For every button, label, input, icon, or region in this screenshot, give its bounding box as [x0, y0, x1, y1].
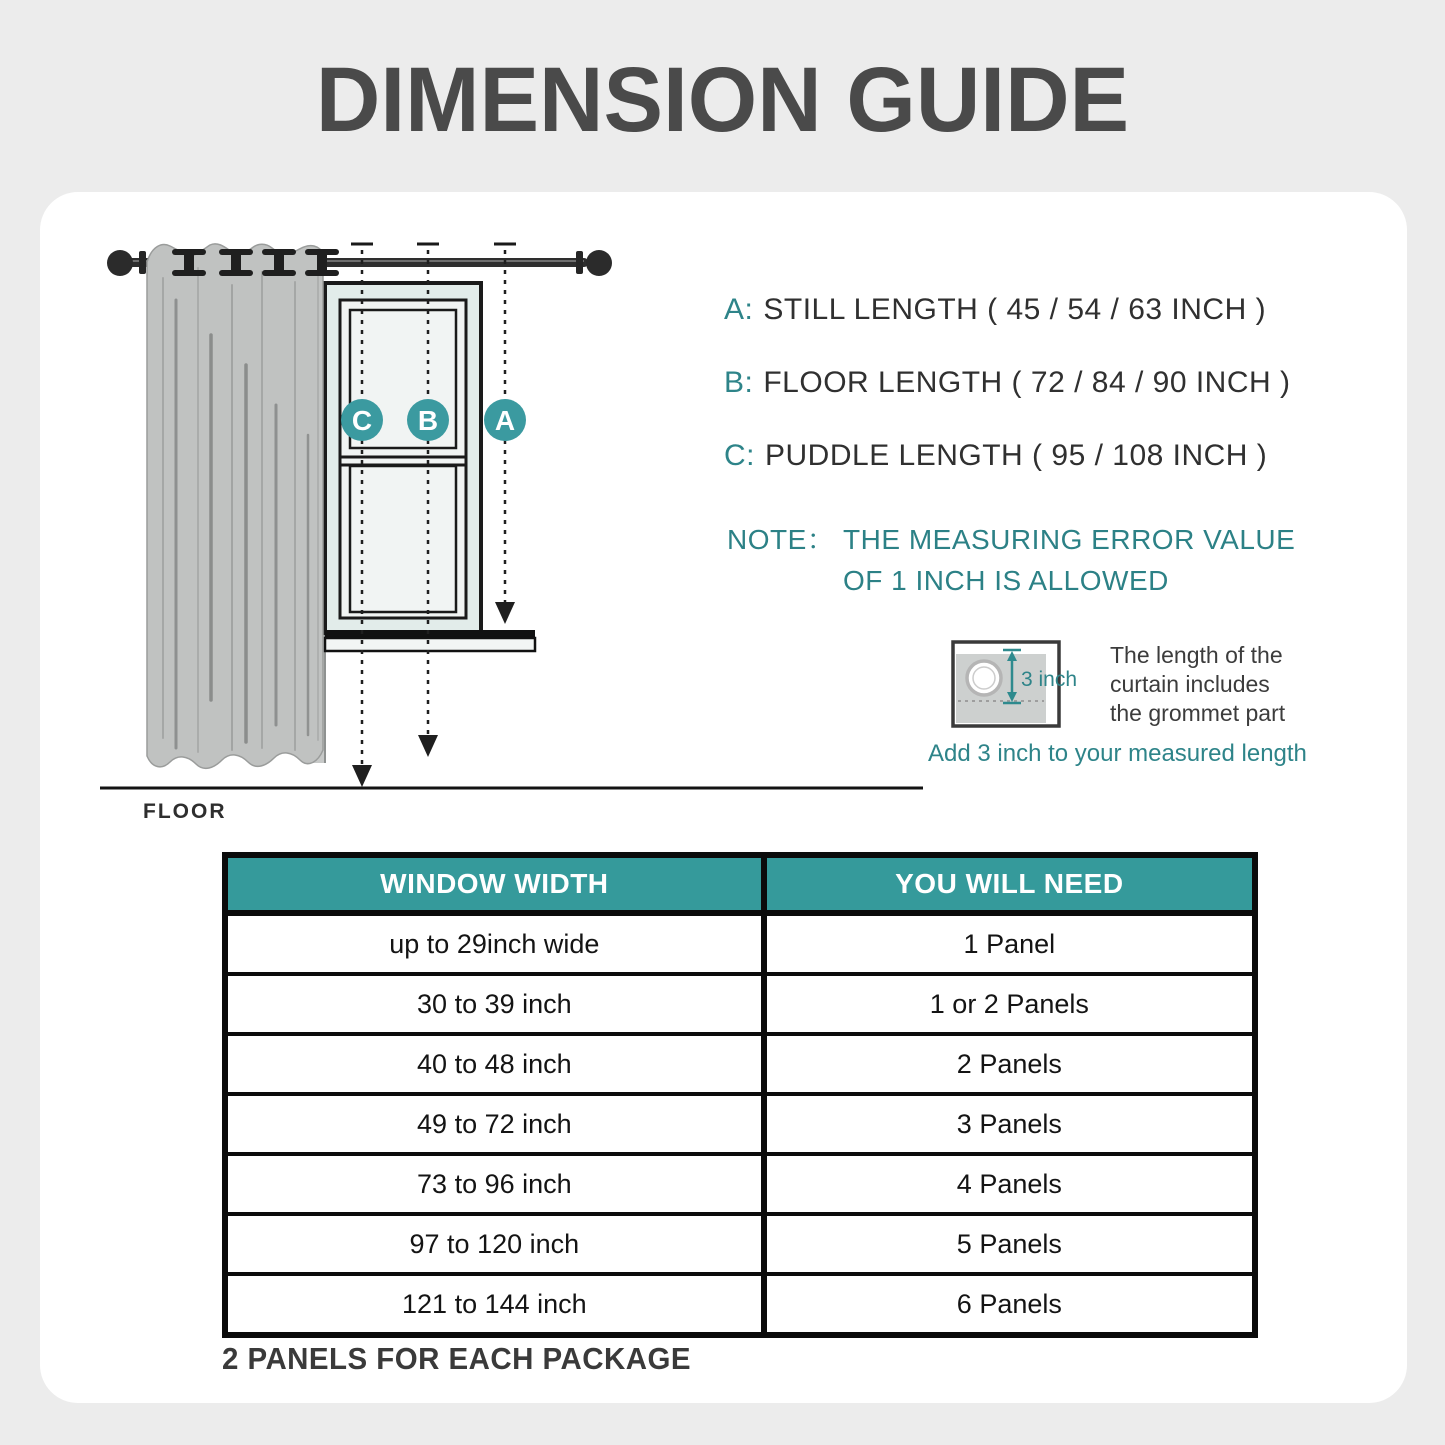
table-row [225, 974, 1255, 1034]
cell-panels: 1 or 2 Panels [764, 974, 1255, 1034]
page-title: DIMENSION GUIDE [315, 49, 1130, 151]
badge-b: B [417, 405, 439, 436]
header-window-width: WINDOW WIDTH [225, 855, 764, 913]
cell-width: 49 to 72 inch [225, 1094, 764, 1154]
cell-panels: 3 Panels [764, 1094, 1255, 1154]
window-sill [325, 630, 535, 651]
table-row [225, 1214, 1255, 1274]
floor-label: FLOOR [143, 800, 227, 823]
grommet-desc-line-1: The length of the [1110, 642, 1283, 668]
table-header-row [225, 855, 1255, 913]
cell-width: 40 to 48 inch [225, 1034, 764, 1094]
panel-count-table [222, 852, 1258, 1338]
badge-a: A [494, 405, 516, 436]
grommet-measure-label: 3 inch [1021, 668, 1078, 691]
grommet-desc-line-3: the grommet part [1110, 700, 1286, 726]
grommet-caption: Add 3 inch to your measured length [928, 740, 1307, 767]
cell-width: 97 to 120 inch [225, 1214, 764, 1274]
legend-item-c [724, 439, 1267, 473]
legend-key-a: A: [724, 293, 754, 326]
grommet-length-diagram [942, 630, 1107, 735]
table-row [225, 913, 1255, 974]
table-row [225, 1034, 1255, 1094]
grommet-desc-line-2: curtain includes [1110, 671, 1270, 697]
cell-panels: 4 Panels [764, 1154, 1255, 1214]
note-line-2: OF 1 INCH IS ALLOWED [843, 565, 1169, 596]
cell-panels: 2 Panels [764, 1034, 1255, 1094]
cell-width: 121 to 144 inch [225, 1274, 764, 1335]
cell-width: up to 29inch wide [225, 913, 764, 974]
curtain-panel [147, 244, 339, 769]
cell-panels: 1 Panel [764, 913, 1255, 974]
legend-text-b: FLOOR LENGTH ( 72 / 84 / 90 INCH ) [763, 366, 1291, 399]
cell-panels: 6 Panels [764, 1274, 1255, 1335]
package-note: 2 PANELS FOR EACH PACKAGE [222, 1341, 691, 1376]
measure-badges [341, 399, 526, 441]
window [325, 283, 481, 633]
legend-text-a: STILL LENGTH ( 45 / 54 / 63 INCH ) [763, 293, 1267, 326]
badge-c: C [351, 405, 373, 436]
table-row [225, 1274, 1255, 1335]
legend-item-b [724, 366, 1291, 400]
legend-key-c: C: [724, 439, 755, 472]
legend-key-b: B: [724, 366, 754, 399]
cell-width: 30 to 39 inch [225, 974, 764, 1034]
grommet-description [1110, 641, 1285, 728]
header-you-will-need: YOU WILL NEED [764, 855, 1255, 913]
cell-panels: 5 Panels [764, 1214, 1255, 1274]
table-row [225, 1154, 1255, 1214]
note-line-1: NOTE： THE MEASURING ERROR VALUE [727, 524, 1296, 555]
legend-text-c: PUDDLE LENGTH ( 95 / 108 INCH ) [765, 439, 1268, 472]
table-row [225, 1094, 1255, 1154]
cell-width: 73 to 96 inch [225, 1154, 764, 1214]
legend-item-a [724, 293, 1266, 327]
